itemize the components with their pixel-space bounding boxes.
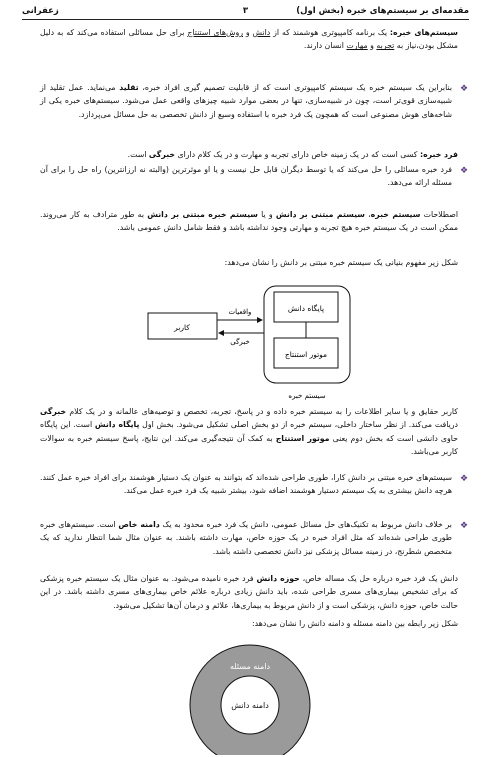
user-label: کاربر: [174, 323, 190, 332]
figure1-caption: سیستم خبره: [288, 392, 326, 400]
bullet-icon: ❖: [460, 84, 469, 94]
bullet-icon: ❖: [460, 521, 469, 531]
figure2-intro: شکل زیر رابطه بین دامنه مسئله و دامنه دانش را نشان می‌دهد:: [252, 619, 458, 628]
header-title: مقدمه‌ای بر سیستم‌های خبره (بخش اول): [296, 6, 469, 16]
paragraph-knowledge-domain: دانش یک فرد خبره درباره حل یک مساله خاص، حوزه دانش فرد خبره نامیده می‌شود. به عنوان مثال یک سیستم خبره پزشکی که برای تشخیص بیماری‌های مسری طراحی شده، باید دانش زیادی درباره علائم خاص بیماری‌های مسری داشته باشد. در این حالت خاص، حوزه دانش، پزشکی است و از دانش مربوط به بیماری‌ها، علائم و درمان آن‌ها تشکیل می‌شود.: [40, 574, 458, 610]
bullet-icon: ❖: [460, 474, 469, 484]
header-divider: [22, 19, 469, 20]
bullet-paragraph-assistant: سیستم‌های خبره مبتنی بر دانش کارا، طوری طراحی شده‌اند که بتوانند به عنوان یک دستیار هوشمند برای افراد خبره عمل کنند. هرچه دانش بیشتری به یک سیستم دستیار هوشمند اضافه شود، بیشتر شبیه یک فرد خبره عمل می‌کند.: [40, 473, 452, 496]
page-number: ۳: [242, 6, 249, 16]
inference-engine-label: موتور استنتاج: [284, 350, 328, 359]
bullet-paragraph-expert-solves: فرد خبره مسائلی را حل می‌کند که یا توسط دیگران قابل حل نیست و یا او موثرترین (والبته نه ارزانترین) راه حل را برای آن مسئله ارائه می‌دهد.: [40, 165, 452, 188]
bullet-icon: ❖: [460, 166, 469, 176]
page-header: [22, 6, 469, 20]
paragraph-user-interaction: کاربر حقایق و یا سایر اطلاعات را به سیستم خبره داده و در پاسخ، تجربه، تخصص و توصیه‌های عالمانه و در یک کلام خبرگی دریافت می‌کند. از نظر ساختار داخلی، سیستم خبره از دو بخش اصلی تشکیل می‌شود. بخش اول پایگاه دانش است. این پایگاه حاوی دانشی است که بخش دوم یعنی موتور استنتاج به کمک آن نتیجه‌گیری می‌کند. این نتایج، پاسخ سیستم خبره به سوالات کاربر می‌باشد.: [40, 407, 458, 457]
figure1-intro: شکل زیر مفهوم بنیانی یک سیستم خبره مبتنی بر دانش را نشان می‌دهد:: [224, 258, 458, 267]
paragraph-definition-expert: فرد خبره: کسی است که در یک زمینه خاص دارای تجربه و مهارت و در یک کلام دارای خبرگی است.: [127, 150, 458, 159]
problem-domain-label: دامنه مسئله: [229, 662, 271, 671]
expert-system-diagram: [130, 280, 360, 405]
term-expert-systems: سیستم‌های خبره:: [389, 28, 458, 37]
bullet-paragraph-domain: بر خلاف دانش مربوط به تکنیک‌های حل مسائل عمومی، دانش یک فرد خبره محدود به یک دامنه خاص است. سیستم‌های خبره طوری طراحی شده‌اند که مثل افراد خبره در یک حوزه خاص، مهارت داشته باشند. به عنوان مثال شما انتظار ندارید که یک متخصص شطرنج، در زمینه مسائل پزشکی نیز دانش تخصصی داشته باشد.: [40, 520, 452, 556]
knowledge-base-label: پایگاه دانش: [287, 304, 325, 313]
facts-label: واقعیات: [228, 308, 252, 316]
paragraph-terminology: اصطلاحات سیستم خبره، سیستم مبتنی بر دانش و یا سیستم خبره مبتنی بر دانش به طور مترادف به کار می‌روند. ممکن است در یک سیستم خبره هیچ تجربه و مهارتی وجود نداشته باشد و فقط شامل دانش عمومی باشد.: [40, 210, 458, 233]
header-author: زعفرانی: [22, 6, 59, 16]
bullet-paragraph-imitation: بنابراین یک سیستم خبره یک سیستم کامپیوتری است که از قابلیت تصمیم گیری افراد خبره، تقلید می‌نماید. عمل تقلید از شبیه‌سازی قوی‌تر است، چون در شبیه‌سازی، تنها در بعضی موارد شبیه چیزهای واقعی عمل می‌شود. سیستم‌های خبره یکی از شاخه‌های هوش مصنوعی است که همچون یک فرد خبره با استفاده وسیع از دانش تخصصی به حل مسائل می‌پردازد.: [40, 83, 452, 119]
term-expert: فرد خبره:: [419, 150, 458, 159]
expertise-label: خبرگی: [230, 338, 250, 346]
domain-diagram: [185, 640, 315, 755]
knowledge-domain-label: دامنه دانش: [231, 701, 269, 710]
paragraph-definition-expert-system: سیستم‌های خبره: یک برنامه کامپیوتری هوشمند که از دانش و روش‌های استنتاج برای حل مسائلی استفاده می‌کند که به دلیل مشکل بودن،نیاز به تجربه و مهارت انسان دارند.: [40, 28, 458, 51]
